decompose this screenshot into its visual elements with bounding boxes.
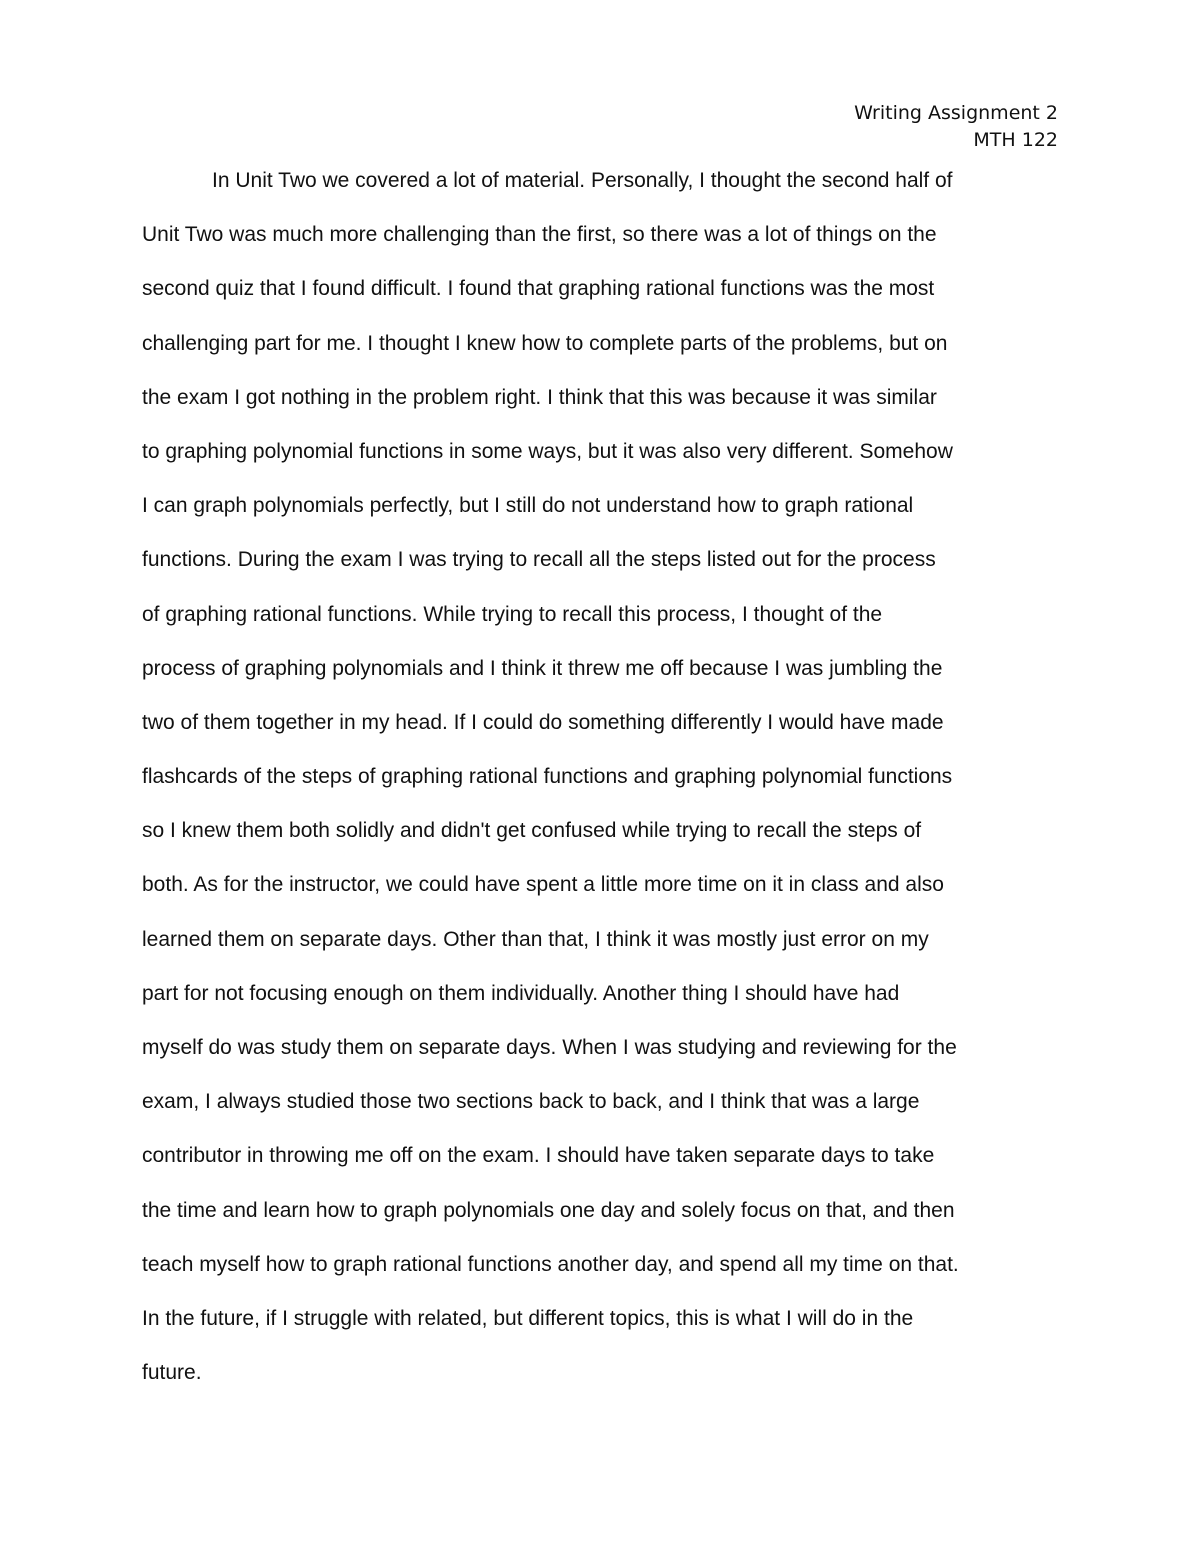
body-line: Unit Two was much more challenging than the first, so there was a lot of things on the	[142, 223, 937, 247]
document-header	[854, 100, 1058, 154]
body-line: In Unit Two we covered a lot of material. Personally, I thought the second half of	[212, 169, 953, 192]
body-line: of graphing rational functions. While trying to recall this process, I thought of the	[142, 602, 883, 626]
body-line: myself do was study them on separate days. When I was studying and reviewing for the	[142, 1036, 957, 1059]
body-line: both. As for the instructor, we could have spent a little more time on it in class and also	[142, 873, 944, 897]
body-line: challenging part for me. I thought I knew how to complete parts of the problems, but on	[142, 331, 948, 355]
body-line: contributor in throwing me off on the exam. I should have taken separate days to take	[142, 1144, 935, 1168]
body-line: teach myself how to graph rational functions another day, and spend all my time on that.	[142, 1252, 959, 1276]
body-line: the time and learn how to graph polynomials one day and solely focus on that, and then	[142, 1198, 955, 1222]
body-line: to graphing polynomial functions in some ways, but it was also very different. Somehow	[142, 439, 953, 463]
body-line: I can graph polynomials perfectly, but I still do not understand how to graph rational	[142, 494, 914, 518]
body-line: two of them together in my head. If I could do something differently I would have made	[142, 710, 944, 734]
essay-body	[142, 154, 1062, 1400]
body-line: future.	[142, 1361, 202, 1385]
body-line: so I knew them both solidly and didn't get confused while trying to recall the steps of	[142, 819, 922, 843]
body-line: learned them on separate days. Other than that, I think it was mostly just error on my	[142, 927, 929, 951]
body-line: the exam I got nothing in the problem right. I think that this was because it was similar	[142, 385, 937, 409]
body-line: exam, I always studied those two sections back to back, and I think that was a large	[142, 1090, 920, 1114]
course-code: MTH 122	[973, 129, 1058, 151]
body-line: In the future, if I struggle with related, but different topics, this is what I will do in the	[142, 1306, 914, 1330]
body-line: part for not focusing enough on them individually. Another thing I should have had	[142, 981, 900, 1005]
assignment-title: Writing Assignment 2	[854, 102, 1058, 124]
body-line: process of graphing polynomials and I think it threw me off because I was jumbling the	[142, 656, 943, 680]
body-line: second quiz that I found difficult. I found that graphing rational functions was the most	[142, 277, 935, 301]
body-line: functions. During the exam I was trying to recall all the steps listed out for the process	[142, 548, 936, 572]
body-line: flashcards of the steps of graphing rational functions and graphing polynomial functions	[142, 765, 953, 789]
